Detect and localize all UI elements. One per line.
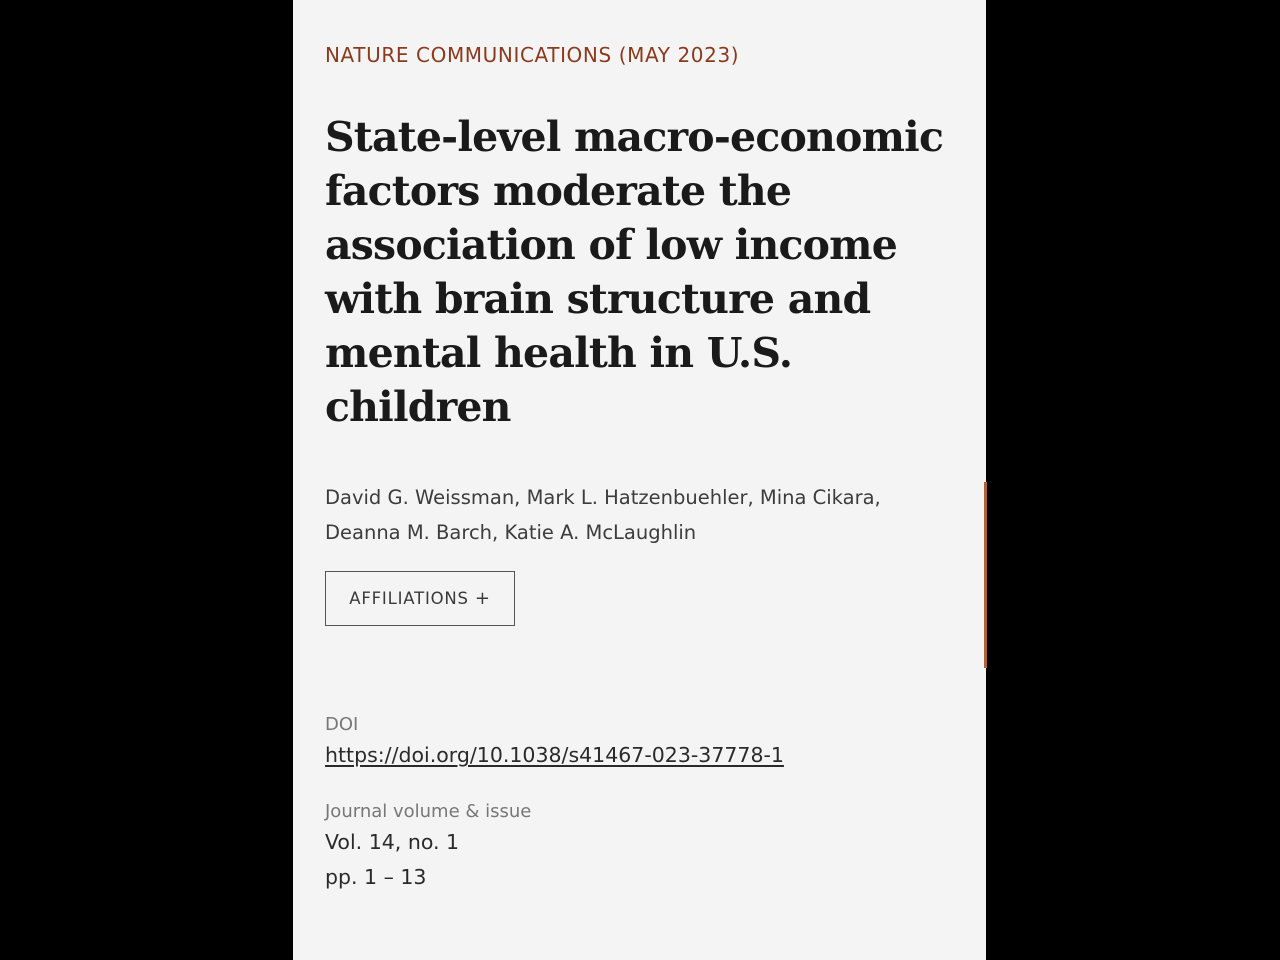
- page-range: pp. 1 – 13: [325, 865, 427, 889]
- title-line: association of low income: [325, 221, 898, 269]
- plus-icon: +: [474, 588, 491, 609]
- affiliations-label: AFFILIATIONS: [349, 589, 469, 608]
- title-line: children: [325, 383, 511, 431]
- volume-issue-label: Journal volume & issue: [325, 801, 532, 822]
- author-line: Deanna M. Barch, Katie A. McLaughlin: [325, 521, 697, 544]
- edge-accent-bar: [984, 482, 987, 668]
- volume-issue-value: Vol. 14, no. 1: [325, 830, 460, 854]
- title-line: State-level macro-economic: [325, 113, 944, 161]
- journal-name: NATURE COMMUNICATIONS (MAY 2023): [325, 43, 740, 67]
- title-line: factors moderate the: [325, 167, 792, 215]
- doi-link[interactable]: https://doi.org/10.1038/s41467-023-37778-1: [325, 743, 784, 767]
- doi-label: DOI: [325, 714, 359, 735]
- article-title: [325, 110, 965, 434]
- author-line: David G. Weissman, Mark L. Hatzenbuehler, Mina Cikara,: [325, 486, 881, 509]
- article-card: [293, 0, 986, 960]
- affiliations-button[interactable]: [325, 571, 515, 626]
- author-list: [325, 480, 925, 550]
- title-line: mental health in U.S.: [325, 329, 793, 377]
- title-line: with brain structure and: [325, 275, 871, 323]
